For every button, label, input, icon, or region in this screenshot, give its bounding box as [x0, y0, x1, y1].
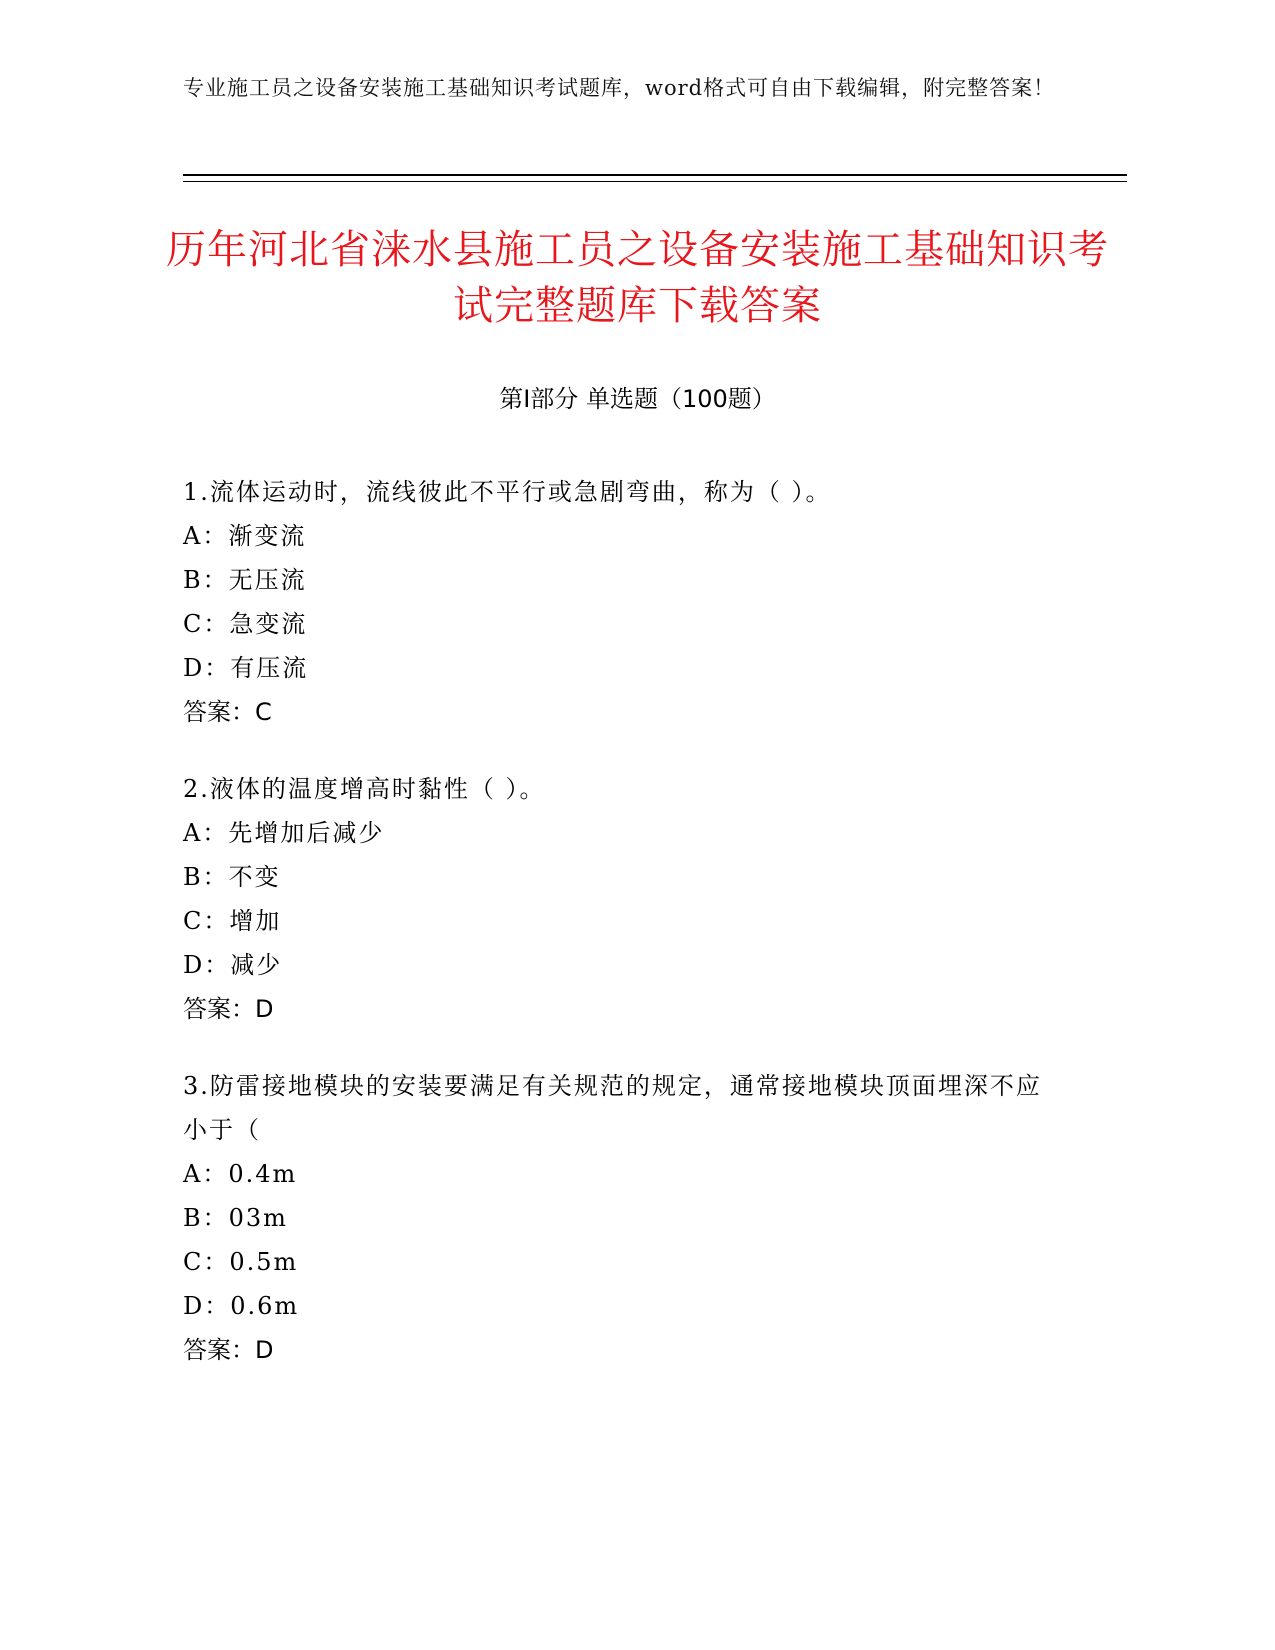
answer-line: 答案：C — [183, 698, 272, 726]
option-c: C：0.5m — [183, 1248, 299, 1276]
question-stem: 2.液体的温度增高时黏性（ ）。 — [183, 775, 546, 803]
answer-line: 答案：D — [183, 995, 274, 1023]
header-rule-thin — [183, 181, 1127, 182]
option-a: A：渐变流 — [183, 522, 307, 550]
question-stem: 3.防雷接地模块的安装要满足有关规范的规定，通常接地模块顶面埋深不应小于（ — [183, 1072, 1042, 1144]
option-c: C：急变流 — [183, 610, 308, 638]
option-a: A：先增加后减少 — [183, 819, 385, 847]
header-rule-thick — [183, 174, 1127, 176]
header-note: 专业施工员之设备安装施工基础知识考试题库，word格式可自由下载编辑，附完整答案！ — [183, 76, 1056, 100]
option-b: B：不变 — [183, 863, 281, 891]
option-d: D：减少 — [183, 951, 283, 979]
question-list — [183, 470, 1063, 1405]
question-1 — [183, 470, 1063, 734]
question-stem: 1.流体运动时，流线彼此不平行或急剧弯曲，称为（ ）。 — [183, 478, 832, 506]
answer-line: 答案：D — [183, 1336, 274, 1364]
question-3 — [183, 1064, 1063, 1372]
option-a: A：0.4m — [183, 1160, 298, 1188]
option-c: C：增加 — [183, 907, 282, 935]
option-d: D：0.6m — [183, 1292, 300, 1320]
option-b: B：03m — [183, 1204, 288, 1232]
section-heading: 第I部分 单选题（100题） — [499, 385, 776, 413]
option-d: D：有压流 — [183, 654, 309, 682]
question-2 — [183, 767, 1063, 1031]
option-b: B：无压流 — [183, 566, 307, 594]
document-title: 历年河北省涞水县施工员之设备安装施工基础知识考试完整题库下载答案 — [166, 227, 1109, 329]
